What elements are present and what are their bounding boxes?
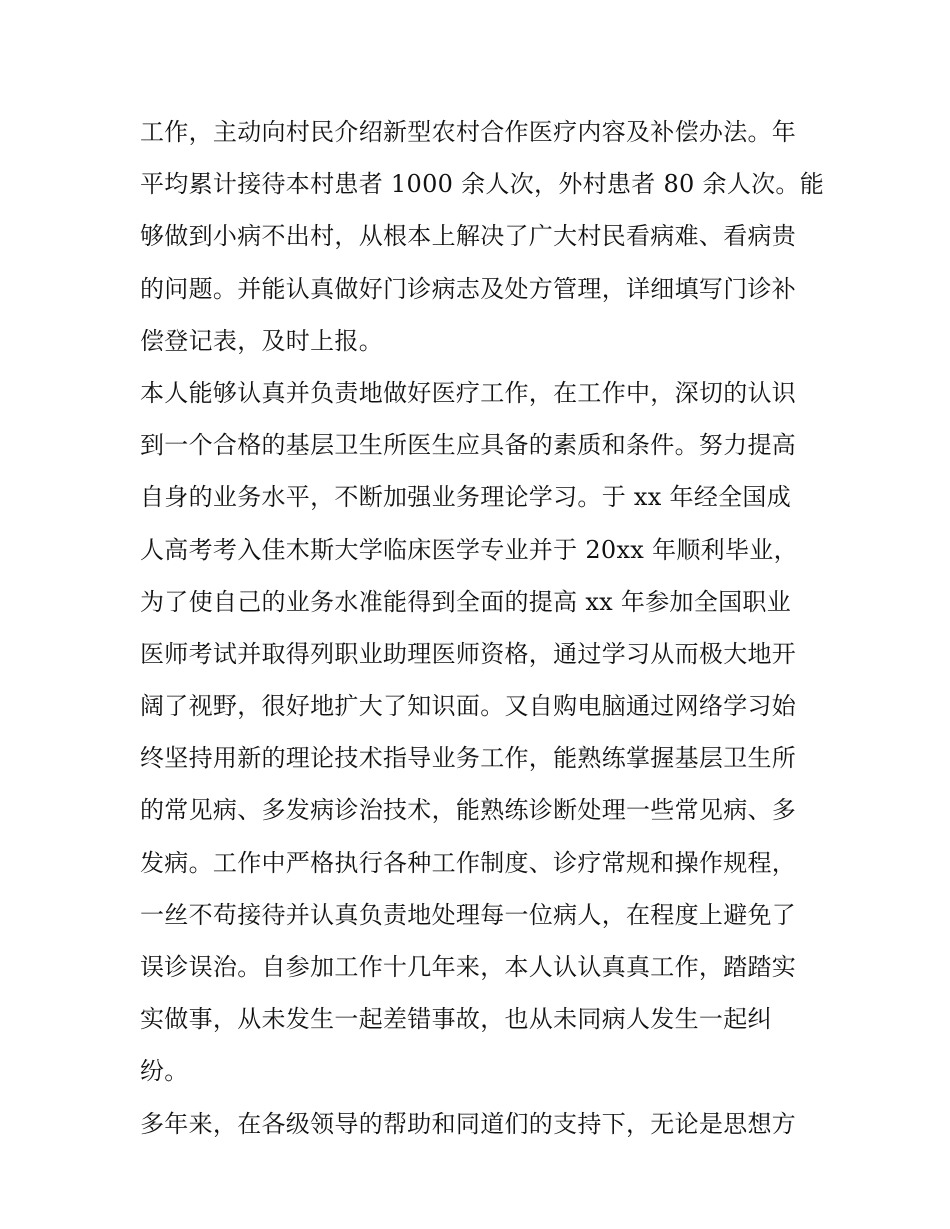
text-line: 误诊误治。自参加工作十几年来，本人认认真真工作，踏踏实 bbox=[140, 953, 797, 981]
text-line: 工作，主动向村民介绍新型农村合作医疗内容及补偿办法。年 bbox=[140, 118, 797, 146]
text-line: 自身的业务水平，不断加强业务理论学习。于 xx 年经全国成 bbox=[140, 483, 792, 512]
text-line: 多年来，在各级领导的帮助和同道们的支持下，无论是思想方 bbox=[140, 1109, 797, 1138]
text-line: 发病。工作中严格执行各种工作制度、诊疗常规和操作规程， bbox=[140, 848, 797, 877]
text-line: 够做到小病不出村，从根本上解决了广大村民看病难、看病贵 bbox=[140, 222, 797, 251]
text-line: 一丝不苟接待并认真负责地处理每一位病人，在程度上避免了 bbox=[140, 900, 797, 929]
text-line: 的常见病、多发病诊治技术，能熟练诊断处理一些常见病、多 bbox=[140, 796, 797, 825]
text-line: 的问题。并能认真做好门诊病志及处方管理，详细填写门诊补 bbox=[140, 274, 797, 303]
text-line: 本人能够认真并负责地做好医疗工作，在工作中，深切的认识 bbox=[140, 378, 797, 407]
text-line: 实做事，从未发生一起差错事故，也从未同病人发生一起纠 bbox=[140, 1005, 772, 1034]
text-line: 终坚持用新的理论技术指导业务工作，能熟练掌握基层卫生所 bbox=[140, 744, 797, 773]
document-body-text bbox=[140, 106, 825, 1150]
text-line: 到一个合格的基层卫生所医生应具备的素质和条件。努力提高 bbox=[140, 431, 797, 460]
text-line: 医师考试并取得列职业助理医师资格，通过学习从而极大地开 bbox=[140, 639, 797, 668]
text-line: 阔了视野，很好地扩大了知识面。又自购电脑通过网络学习始 bbox=[140, 692, 797, 721]
text-line: 偿登记表，及时上报。 bbox=[140, 326, 383, 355]
text-line: 人高考考入佳木斯大学临床医学专业并于 20xx 年顺利毕业， bbox=[140, 535, 798, 564]
text-line: 平均累计接待本村患者 1000 余人次，外村患者 80 余人次。能 bbox=[140, 170, 825, 199]
text-line: 纷。 bbox=[140, 1057, 189, 1086]
text-line: 为了使自己的业务水准能得到全面的提高 xx 年参加全国职业 bbox=[140, 587, 792, 616]
